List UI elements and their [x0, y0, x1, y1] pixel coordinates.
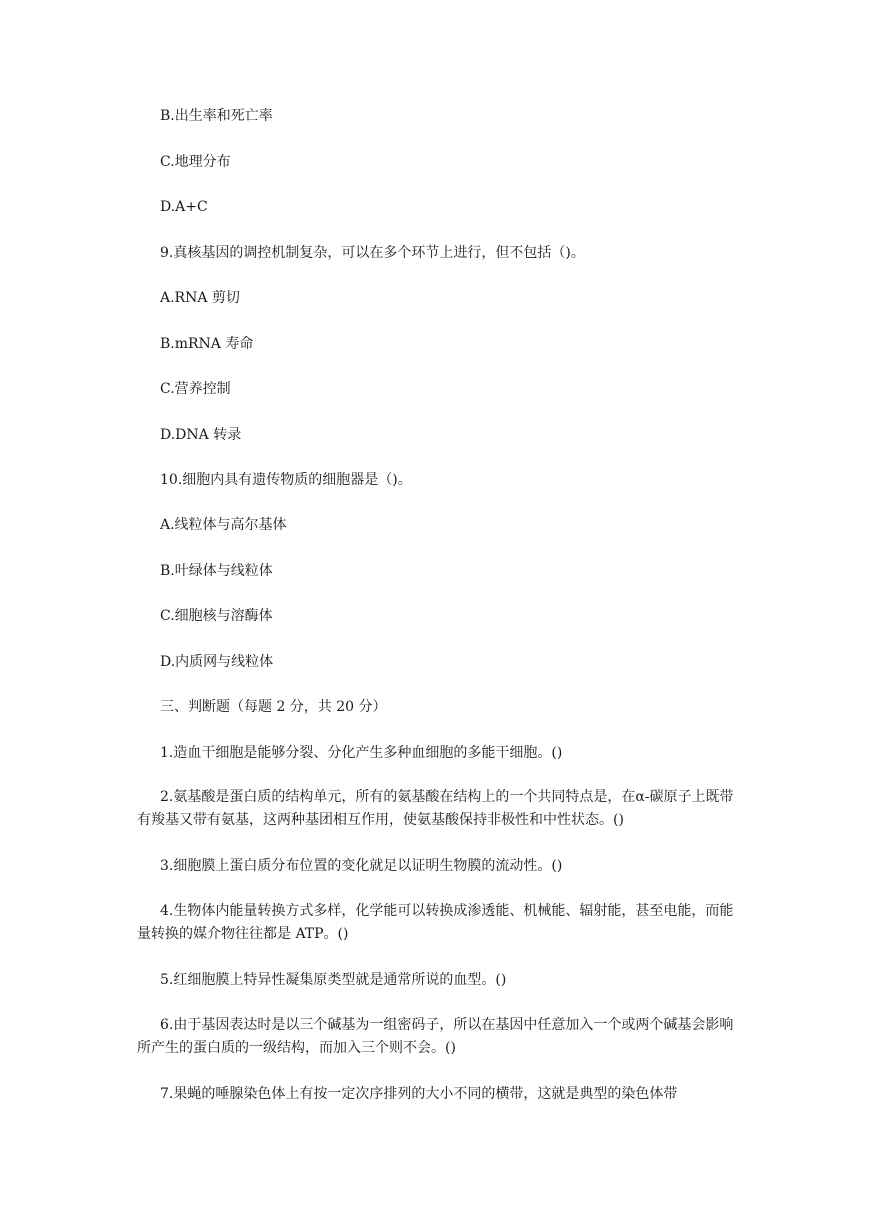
judgment-question-1: 1.造血干细胞是能够分裂、分化产生多种血细胞的多能干细胞。(): [160, 745, 563, 761]
question-9-option-b: B.mRNA 寿命: [160, 336, 254, 352]
judgment-question-6: 6.由于基因表达时是以三个碱基为一组密码子，所以在基因中任意加入一个或两个碱基会影响所产生的蛋白质的一级结构，而加入三个则不会。(): [137, 1017, 734, 1056]
option-d-a-plus-c: D.A+C: [160, 199, 208, 215]
judgment-question-2: 2.氨基酸是蛋白质的结构单元，所有的氨基酸在结构上的一个共同特点是，在α-碳原子上既带有羧基又带有氨基，这两种基团相互作用，使氨基酸保持非极性和中性状态。(): [137, 789, 734, 828]
question-9: 9.真核基因的调控机制复杂，可以在多个环节上进行，但不包括（)。: [160, 245, 585, 261]
judgment-question-5: 5.红细胞膜上特异性凝集原类型就是通常所说的血型。(): [160, 972, 507, 988]
judgment-question-3: 3.细胞膜上蛋白质分布位置的变化就足以证明生物膜的流动性。(): [160, 858, 563, 874]
judgment-question-7: 7.果蝇的唾腺染色体上有按一定次序排列的大小不同的横带，这就是典型的染色体带: [160, 1086, 678, 1102]
section-heading-true-false: 三、判断题（每题 2 分，共 20 分）: [160, 699, 387, 715]
judgment-question-4: 4.生物体内能量转换方式多样，化学能可以转换成渗透能、机械能、辐射能，甚至电能，而能量转换的媒介物往往都是 ATP。(): [137, 903, 734, 942]
question-10: 10.细胞内具有遗传物质的细胞器是（)。: [160, 472, 412, 488]
question-10-option-a: A.线粒体与高尔基体: [160, 517, 287, 533]
option-b-birth-death-rate: B.出生率和死亡率: [160, 108, 273, 124]
question-10-option-b: B.叶绿体与线粒体: [160, 563, 273, 579]
question-9-option-c: C.营养控制: [160, 381, 231, 397]
question-9-option-a: A.RNA 剪切: [160, 290, 240, 306]
question-9-option-d: D.DNA 转录: [160, 427, 242, 443]
question-10-option-c: C.细胞核与溶酶体: [160, 608, 273, 624]
question-10-option-d: D.内质网与线粒体: [160, 654, 274, 670]
option-c-geographic-distribution: C.地理分布: [160, 154, 231, 170]
